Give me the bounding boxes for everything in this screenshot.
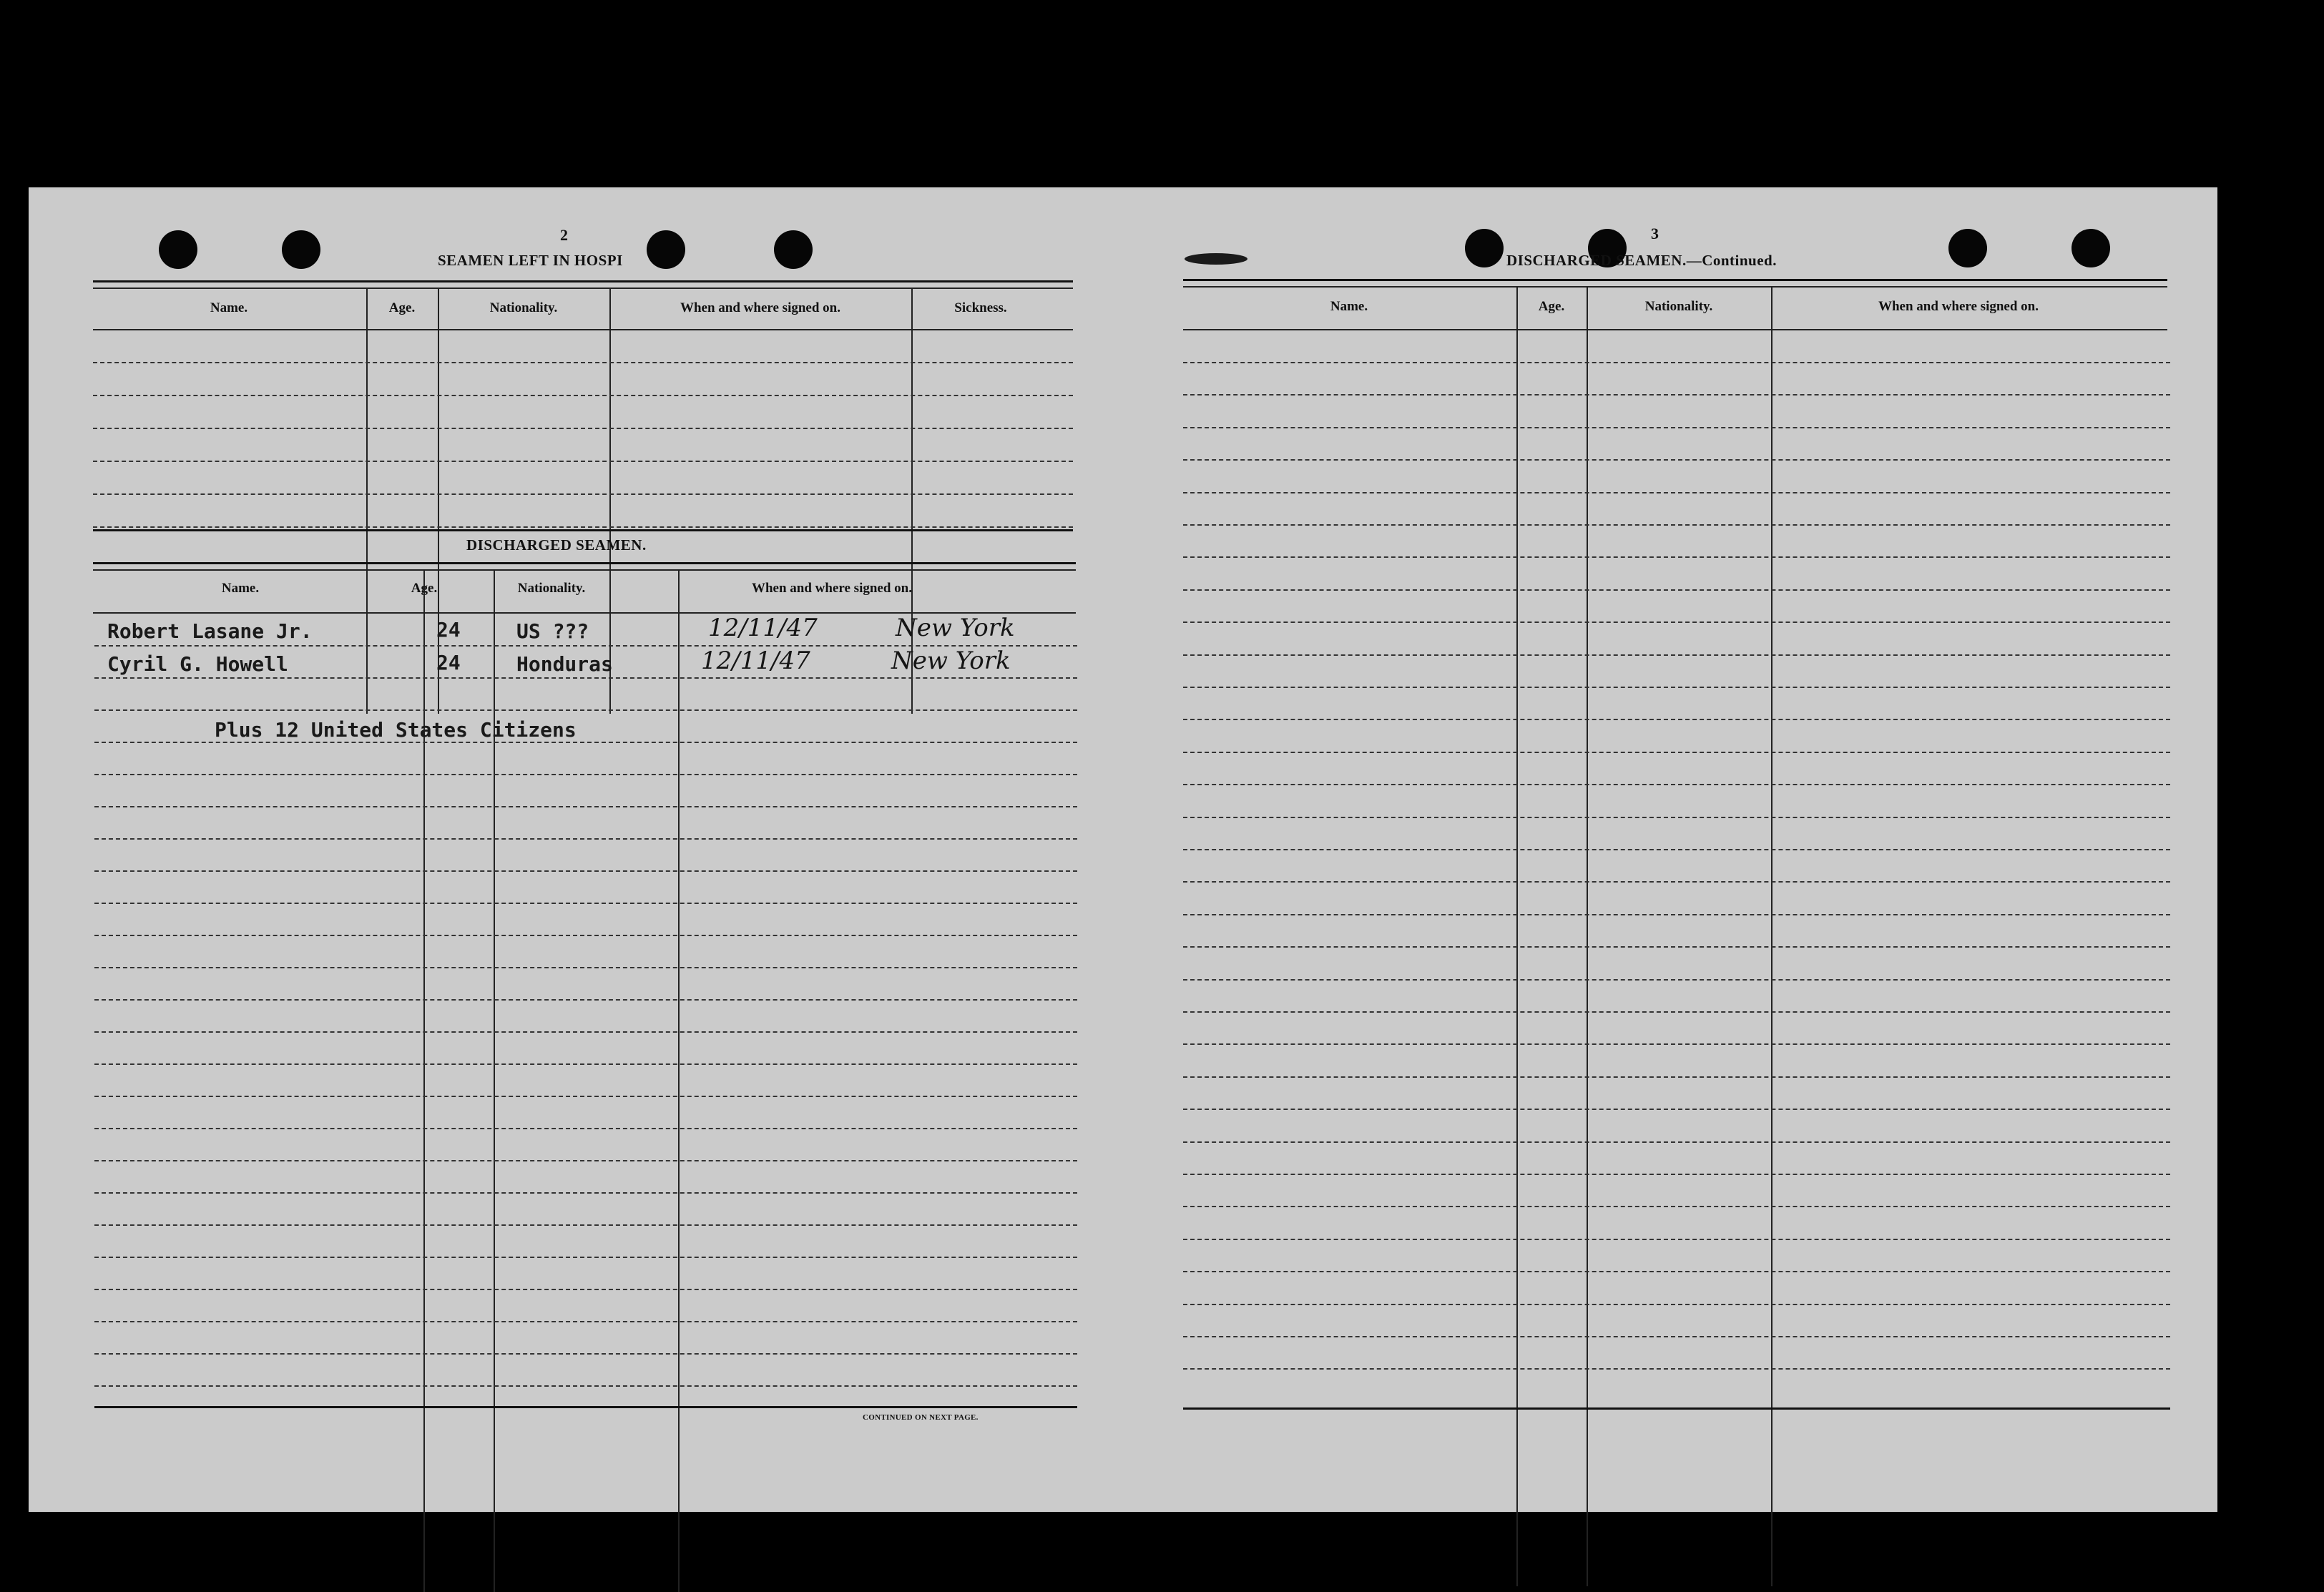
entry-line [1183, 1239, 2170, 1240]
ink-smudge [1185, 253, 1247, 265]
continued-footer: CONTINUED ON NEXT PAGE. [863, 1413, 979, 1422]
seaman-name: Robert Lasane Jr. [107, 619, 313, 643]
col-divider [1771, 286, 1773, 1586]
entry-line [1183, 492, 2170, 493]
punch-hole-icon [2072, 229, 2110, 267]
entry-line [94, 903, 1077, 904]
entry-line [1183, 1109, 2170, 1110]
entry-line [94, 1321, 1077, 1322]
rule [93, 288, 1073, 289]
entry-line [94, 677, 1077, 679]
entry-line [1183, 687, 2170, 688]
hosp-col-name: Name. [210, 300, 248, 315]
entry-line [1183, 1043, 2170, 1045]
entry-line [94, 1031, 1077, 1033]
rule [93, 329, 1073, 330]
entry-line [94, 1128, 1077, 1129]
entry-line [1183, 556, 2170, 558]
entry-line [1183, 589, 2170, 591]
rule [1183, 329, 2167, 330]
entry-line [94, 935, 1077, 936]
entry-line [1183, 849, 2170, 850]
entry-line [94, 742, 1077, 743]
hosp-col-nationality: Nationality. [489, 300, 558, 315]
discharged-section-title: DISCHARGED SEAMEN. [466, 536, 647, 554]
entry-line [94, 1224, 1077, 1226]
entry-line [94, 967, 1077, 968]
entry-line [1183, 1011, 2170, 1013]
rule [1183, 286, 2167, 288]
entry-line [93, 428, 1073, 429]
entry-line [94, 1160, 1077, 1161]
seaman-signed-place: New York [896, 614, 1015, 642]
entry-line [1183, 914, 2170, 915]
entry-line [94, 999, 1077, 1001]
entry-line [1183, 524, 2170, 526]
seaman-name: Cyril G. Howell [107, 652, 288, 676]
punch-hole-icon [647, 230, 685, 269]
seaman-age: 24 [436, 651, 461, 674]
rule [93, 280, 1073, 282]
entry-line [1183, 1271, 2170, 1272]
dis-col-name: Name. [221, 581, 260, 596]
dis-col-age: Age. [411, 581, 438, 596]
entry-line [94, 1353, 1077, 1355]
entry-line [1183, 784, 2170, 785]
hosp-col-sickness: Sickness. [954, 300, 1007, 315]
dis-col-signed-on: When and where signed on. [751, 581, 912, 596]
page-number-right: 3 [1651, 225, 1659, 242]
right-col-age: Age. [1538, 299, 1565, 314]
entry-line [1183, 881, 2170, 883]
col-divider [1587, 286, 1588, 1586]
rule [93, 562, 1076, 564]
col-divider [366, 288, 368, 714]
entry-line [94, 709, 1077, 711]
entry-line [1183, 817, 2170, 818]
entry-line [1183, 1304, 2170, 1305]
seaman-nationality: US ??? [516, 619, 589, 643]
entry-line [94, 806, 1077, 807]
document-scan [29, 187, 2217, 1512]
rule [93, 569, 1076, 571]
entry-line [94, 1385, 1077, 1387]
entry-line [1183, 1141, 2170, 1143]
entry-line [1183, 362, 2170, 363]
entry-line [1183, 654, 2170, 656]
punch-hole-icon [1465, 229, 1504, 267]
entry-line [1183, 1368, 2170, 1370]
entry-line [94, 774, 1077, 775]
table-bottom-rule [1183, 1407, 2170, 1410]
rule [93, 529, 1073, 531]
hosp-col-age: Age. [388, 300, 416, 315]
entry-line [1183, 946, 2170, 948]
dis-col-nationality: Nationality. [517, 581, 586, 596]
entry-line [1183, 459, 2170, 461]
seaman-nationality: Honduras [516, 652, 613, 676]
seaman-signed-date: 12/11/47 [701, 647, 810, 675]
entry-line [1183, 752, 2170, 753]
right-col-name: Name. [1330, 299, 1368, 314]
punch-hole-icon [774, 230, 813, 269]
entry-line [94, 1289, 1077, 1290]
right-col-nationality: Nationality. [1644, 299, 1713, 314]
table-bottom-rule [94, 1406, 1077, 1408]
entry-line [1183, 979, 2170, 981]
right-col-signed-on: When and where signed on. [1878, 299, 2039, 314]
col-divider [609, 288, 611, 714]
hosp-col-signed-on: When and where signed on. [680, 300, 840, 315]
seaman-signed-place: New York [891, 647, 1011, 675]
entry-line [93, 493, 1073, 495]
entry-line [93, 362, 1073, 363]
entry-line [93, 395, 1073, 396]
seaman-signed-date: 12/11/47 [708, 614, 818, 642]
punch-hole-icon [282, 230, 320, 269]
entry-line [94, 1192, 1077, 1194]
seaman-age: 24 [436, 618, 461, 642]
col-divider [1516, 286, 1518, 1586]
page-number-left: 2 [560, 226, 568, 244]
entry-line [1183, 1336, 2170, 1337]
entry-line [94, 870, 1077, 872]
entry-line [1183, 427, 2170, 428]
entry-line [1183, 621, 2170, 623]
hospital-section-title: SEAMEN LEFT IN HOSPI [438, 252, 623, 269]
entry-line [1183, 394, 2170, 395]
entry-line [94, 1257, 1077, 1258]
punch-hole-icon [1948, 229, 1987, 267]
entry-line [1183, 1076, 2170, 1078]
entry-line [93, 461, 1073, 462]
col-divider [678, 569, 680, 1592]
entry-line [1183, 719, 2170, 720]
discharged-note: Plus 12 United States Citizens [215, 718, 577, 742]
entry-line [94, 838, 1077, 840]
entry-line [94, 1096, 1077, 1097]
entry-line [1183, 1206, 2170, 1207]
rule [1183, 279, 2167, 281]
entry-line [1183, 1174, 2170, 1175]
right-section-title: DISCHARGED SEAMEN.—Continued. [1506, 252, 1777, 269]
entry-line [94, 1063, 1077, 1065]
punch-hole-icon [159, 230, 197, 269]
col-divider [438, 288, 439, 714]
entry-line [93, 526, 1073, 528]
